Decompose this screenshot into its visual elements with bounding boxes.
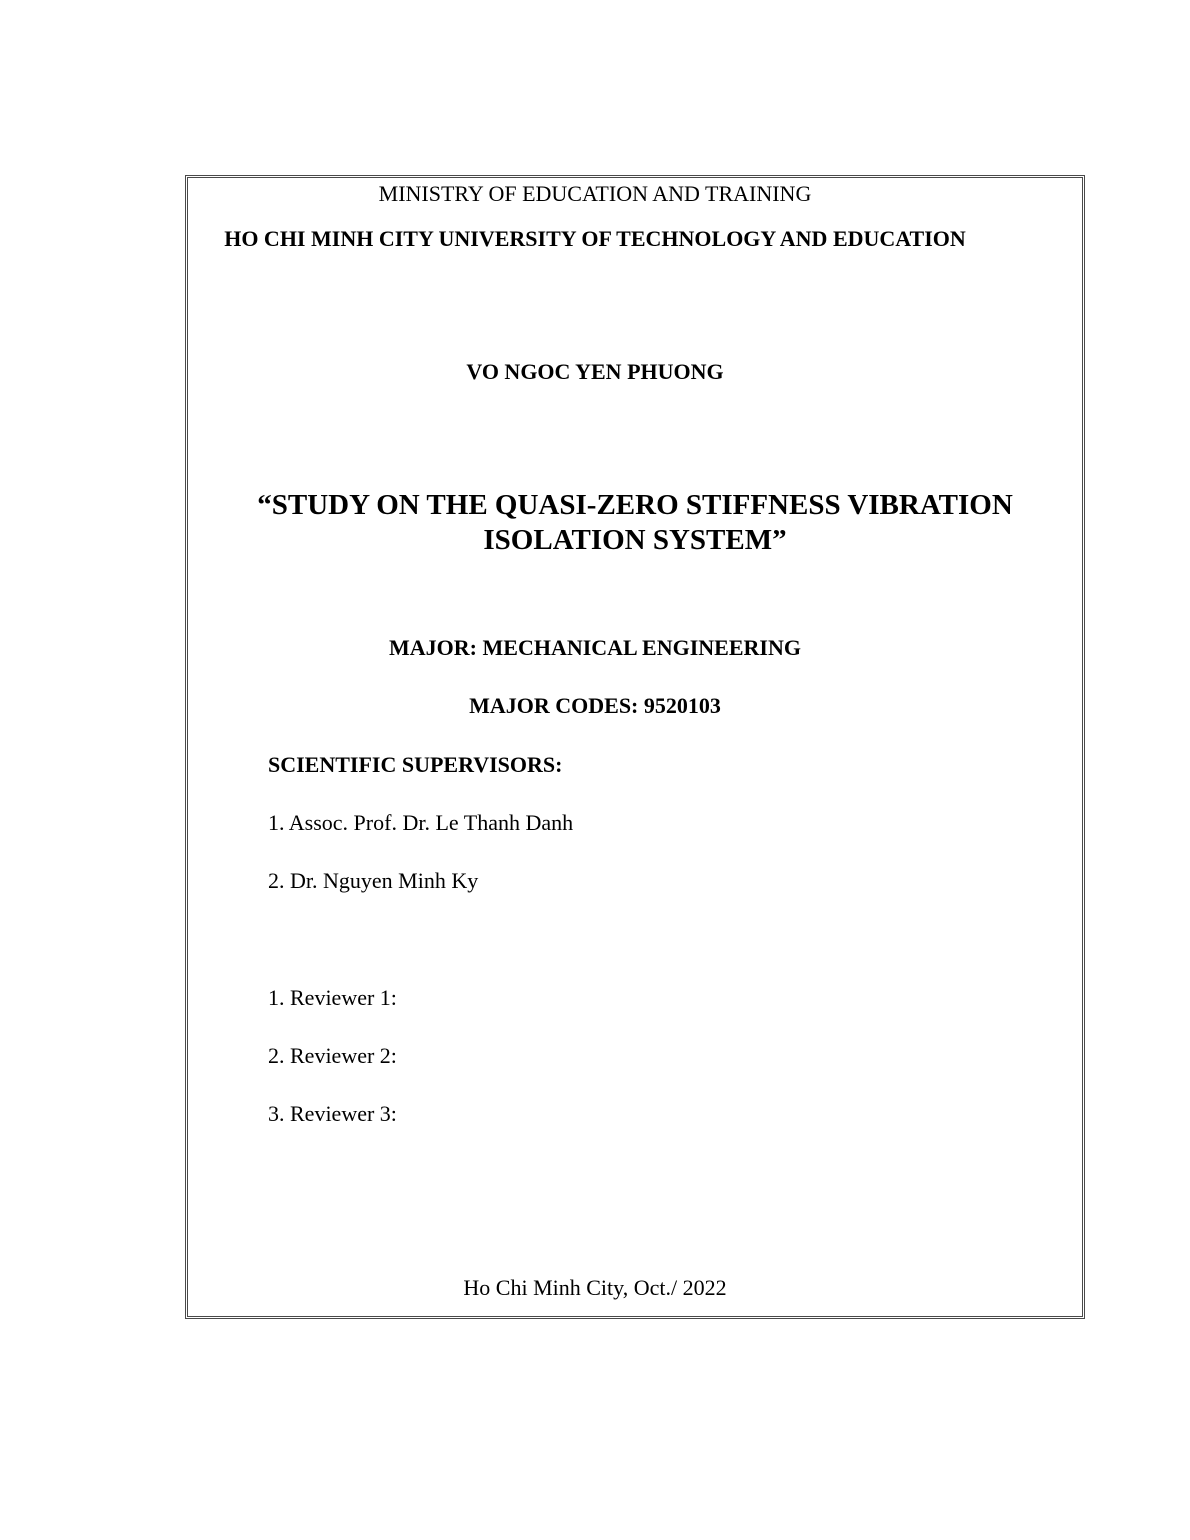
reviewer-item: 3. Reviewer 3:: [268, 1101, 397, 1126]
supervisors-heading: SCIENTIFIC SUPERVISORS:: [268, 752, 563, 777]
thesis-title-line-1: “STUDY ON THE QUASI-ZERO STIFFNESS VIBRATION: [257, 489, 1013, 521]
place-date-footer: Ho Chi Minh City, Oct./ 2022: [463, 1275, 727, 1300]
cover-border-frame: [185, 175, 1085, 1319]
ministry-name: MINISTRY OF EDUCATION AND TRAINING: [378, 181, 812, 206]
major-codes-label: MAJOR CODES: 9520103: [469, 693, 721, 718]
university-name: HO CHI MINH CITY UNIVERSITY OF TECHNOLOGY AND EDUCATION: [224, 226, 966, 251]
author-name: VO NGOC YEN PHUONG: [466, 359, 724, 384]
supervisor-item: 2. Dr. Nguyen Minh Ky: [268, 868, 479, 893]
major-label: MAJOR: MECHANICAL ENGINEERING: [389, 635, 801, 660]
reviewer-item: 1. Reviewer 1:: [268, 985, 397, 1010]
reviewer-item: 2. Reviewer 2:: [268, 1043, 397, 1068]
supervisor-item: 1. Assoc. Prof. Dr. Le Thanh Danh: [268, 810, 574, 835]
thesis-title: [0, 488, 1190, 558]
thesis-title-line-2: ISOLATION SYSTEM”: [483, 524, 787, 556]
